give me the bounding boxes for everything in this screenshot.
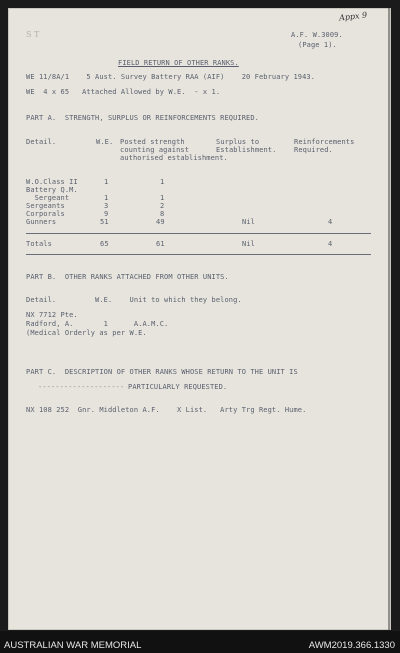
row-we: 3 (104, 202, 109, 210)
row-detail: Sergeant (26, 194, 70, 202)
part-a-heading: PART A. STRENGTH, SURPLUS OR REINFORCEMENTS REQUIRED. (26, 114, 259, 122)
totals-we: 65 (100, 240, 109, 248)
row-surplus: Nil (242, 218, 255, 226)
row-posted: 8 (160, 210, 165, 218)
table-divider-top (26, 233, 371, 234)
part-c-entry: NX 108 252 Gnr. Middleton A.F. X List. Arty Trg Regt. Hume. (26, 406, 307, 414)
row-posted: 1 (160, 178, 165, 186)
footer-accession-number: AWM2019.366.1330 (308, 640, 395, 651)
totals-surplus: Nil (242, 240, 255, 248)
document-title: FIELD RETURN OF OTHER RANKS. (118, 59, 239, 67)
totals-posted: 61 (156, 240, 165, 248)
table-divider-bottom (26, 254, 371, 255)
handwritten-appendix-note: Appx 9 (338, 10, 368, 23)
row-detail: Corporals (26, 210, 65, 218)
part-c-dashes: -------------------- (38, 383, 125, 391)
form-reference: A.F. W.3009. (291, 31, 343, 39)
part-b-columns: Detail. W.E. Unit to which they belong. (26, 296, 242, 304)
totals-reinforcements: 4 (328, 240, 333, 248)
row-we: 9 (104, 210, 109, 218)
row-posted: 49 (156, 218, 165, 226)
col-we-header: W.E. (96, 138, 114, 146)
col-detail-header: Detail. (26, 138, 57, 146)
part-b-heading: PART B. OTHER RANKS ATTACHED FROM OTHER UNITS. (26, 273, 229, 281)
faded-stamp-mark: S T (26, 30, 40, 39)
row-detail: W.O.Class II (26, 178, 78, 186)
row-posted: 1 (160, 194, 165, 202)
totals-label: Totals (26, 240, 52, 248)
row-reinforcements: 4 (328, 218, 333, 226)
part-b-line-1: NX 7712 Pte. (26, 311, 78, 319)
archive-footer (0, 631, 400, 653)
footer-institution: AUSTRALIAN WAR MEMORIAL (4, 640, 142, 651)
col-surplus-header: Surplus to Establishment. (216, 138, 277, 154)
row-we: 1 (104, 178, 109, 186)
part-c-particularly: PARTICULARLY REQUESTED. (128, 383, 228, 391)
document-page (8, 8, 391, 630)
row-we: 1 (104, 194, 109, 202)
row-posted: 2 (160, 202, 165, 210)
page-number: (Page 1). (298, 41, 337, 49)
unit-line: WE 11/8A/1 5 Aust. Survey Battery RAA (AIF) 20 February 1943. (26, 73, 316, 81)
part-b-line-3: (Medical Orderly as per W.E. (26, 329, 147, 337)
row-we: 51 (100, 218, 109, 226)
row-detail: Battery Q.M. (26, 186, 78, 194)
part-b-line-2: Radford, A. 1 A.A.M.C. (26, 320, 169, 328)
row-detail: Gunners (26, 218, 57, 226)
we-line: WE 4 x 65 Attached Allowed by W.E. - x 1. (26, 88, 221, 96)
row-detail: Sergeants (26, 202, 65, 210)
col-reinforcements-header: Reinforcements Required. (294, 138, 355, 154)
col-posted-header: Posted strength counting against authorised establishment. (120, 138, 228, 162)
part-c-heading: PART C. DESCRIPTION OF OTHER RANKS WHOSE RETURN TO THE UNIT IS (26, 368, 298, 376)
